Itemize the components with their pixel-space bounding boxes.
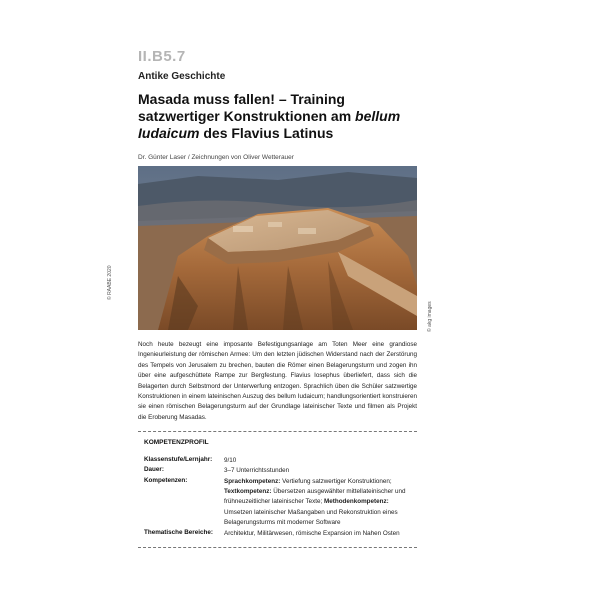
value-grade: 9/10 [224, 457, 237, 464]
value-themes: Architektur, Militärwesen, römische Expansion im Nahen Osten [224, 530, 400, 537]
photo-credit: © akg images [427, 301, 433, 332]
k2-label: Textkompetenz: [224, 488, 272, 496]
title-part-1: Masada muss fallen! – Training satzwertiger Konstruktionen am [138, 91, 356, 124]
label-competences: Kompetenzen: [144, 477, 188, 484]
page-title [138, 91, 428, 142]
competence-heading: KOMPETENZPROFIL [144, 439, 209, 446]
k2-text: Übersetzen ausgewählter mittellateinischer und frühneuzeitlicher lateinischer Texte; [224, 488, 406, 506]
label-grade: Klassenstufe/Lernjahr: [144, 456, 213, 463]
title-part-2: des Flavius Latinus [199, 125, 334, 141]
divider-bottom [138, 547, 417, 548]
intro-text: Noch heute bezeugt eine imposante Befestigungsanlage am Toten Meer eine grandiose Ingenieurleistung der römischen Armee: Um den letzten jüdischen Widerstand nach der Zerstörung des Tempels von Jerusalem zu brechen, bauten die Römer einen Belagerungsturm und zogen ihn über eine aufgeschüttete Rampe zur Bergfestung. Flavius Iosephus überliefert, dass sich die Belagerten durch Selbstmord der Unterwerfung entzogen. Sprachlich üben die Schüler satzwertige Konstruktionen in einem lateinischen Auszug des bellum Iudaicum; handlungsorientiert konstruieren sie einen römischen Belagerungsturm auf der Grundlage lateinischer Texte und filmen als Projekt die Eroberung Masadas. [138, 341, 417, 421]
divider-top [138, 431, 417, 432]
k3-text: Umsetzen lateinischer Maßangaben und Rekonstruktion eines Belagerungsturms mit moderner Software [224, 508, 398, 526]
copyright-left: © RAABE 2020 [107, 265, 113, 300]
value-competences [224, 477, 414, 528]
label-duration: Dauer: [144, 466, 164, 473]
k3-label: Methodenkompetenz: [324, 498, 389, 506]
label-themes: Thematische Bereiche: [144, 529, 213, 536]
k1-label: Sprachkompetenz: [224, 478, 281, 485]
section-code: II.B5.7 [138, 48, 186, 65]
title-italic: bellum Iudaicum [138, 108, 401, 141]
subject-heading: Antike Geschichte [138, 71, 226, 82]
value-duration: 3–7 Unterrichtsstunden [224, 467, 290, 474]
masada-photo [138, 166, 417, 330]
k1-text: Vertiefung satzwertiger Konstruktionen; [280, 478, 392, 485]
authors-line: Dr. Günter Laser / Zeichnungen von Oliver Wetterauer [138, 154, 294, 161]
